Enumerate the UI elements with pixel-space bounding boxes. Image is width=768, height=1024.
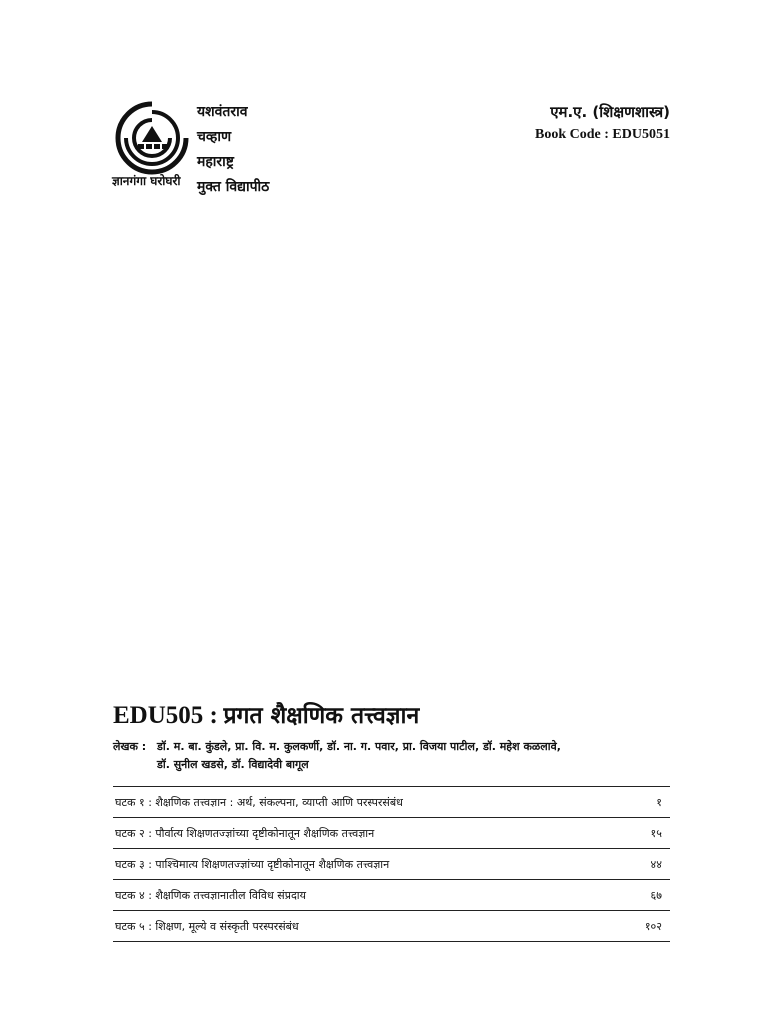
toc-row [113,787,670,818]
toc-page-number: १ [656,795,662,809]
university-name-line: महाराष्ट्र [197,154,234,170]
book-code: Book Code : EDU5051 [535,127,670,142]
toc-unit-title: घटक २ : पौर्वात्य शिक्षणतज्ज्ञांच्या दृष्टीकोनातून शैक्षणिक तत्त्वज्ञान [115,826,375,840]
authors-line: डॉ. म. बा. कुंडले, प्रा. वि. म. कुलकर्णी, डॉ. ना. ग. पवार, प्रा. विजया पाटील, डॉ. महेश कळलावे, [157,740,561,753]
university-name-line: मुक्त विद्यापीठ [197,179,270,195]
toc-unit-title: घटक ३ : पाश्चिमात्य शिक्षणतज्ज्ञांच्या दृष्टीकोनातून शैक्षणिक तत्त्वज्ञान [115,857,390,871]
table-of-contents [113,786,670,942]
authors-line: डॉ. सुनील खडसे, डॉ. विद्यादेवी बागूल [157,758,309,771]
toc-row [113,849,670,880]
authors-block [113,738,673,774]
program-name: एम.ए. (शिक्षणशास्त्र) [550,103,670,121]
course-title [113,698,419,730]
ycmou-logo-icon [112,98,192,178]
toc-unit-title: घटक ५ : शिक्षण, मूल्ये व संस्कृती परस्परसंबंध [115,919,299,933]
toc-page-number: ६७ [650,888,662,902]
logo-tagline: ज्ञानगंगा घरोघरी [112,174,181,188]
toc-page-number: १५ [650,826,662,840]
program-info [535,100,670,146]
course-name: प्रगत शैक्षणिक तत्त्वज्ञान [223,703,420,729]
toc-row [113,880,670,911]
toc-page-number: ४४ [650,857,662,871]
toc-unit-title: घटक १ : शैक्षणिक तत्त्वज्ञान : अर्थ, संकल्पना, व्याप्ती आणि परस्परसंबंध [115,795,403,809]
university-name-line: यशवंतराव [197,104,248,120]
toc-row [113,818,670,849]
toc-row [113,911,670,942]
toc-unit-title: घटक ४ : शैक्षणिक तत्त्वज्ञानातील विविध संप्रदाय [115,888,307,902]
toc-page-number: १०२ [644,919,662,933]
university-name [197,100,269,200]
course-code: EDU505 : [113,702,218,729]
university-name-line: चव्हाण [197,129,232,145]
authors-label: लेखक : [113,740,147,753]
